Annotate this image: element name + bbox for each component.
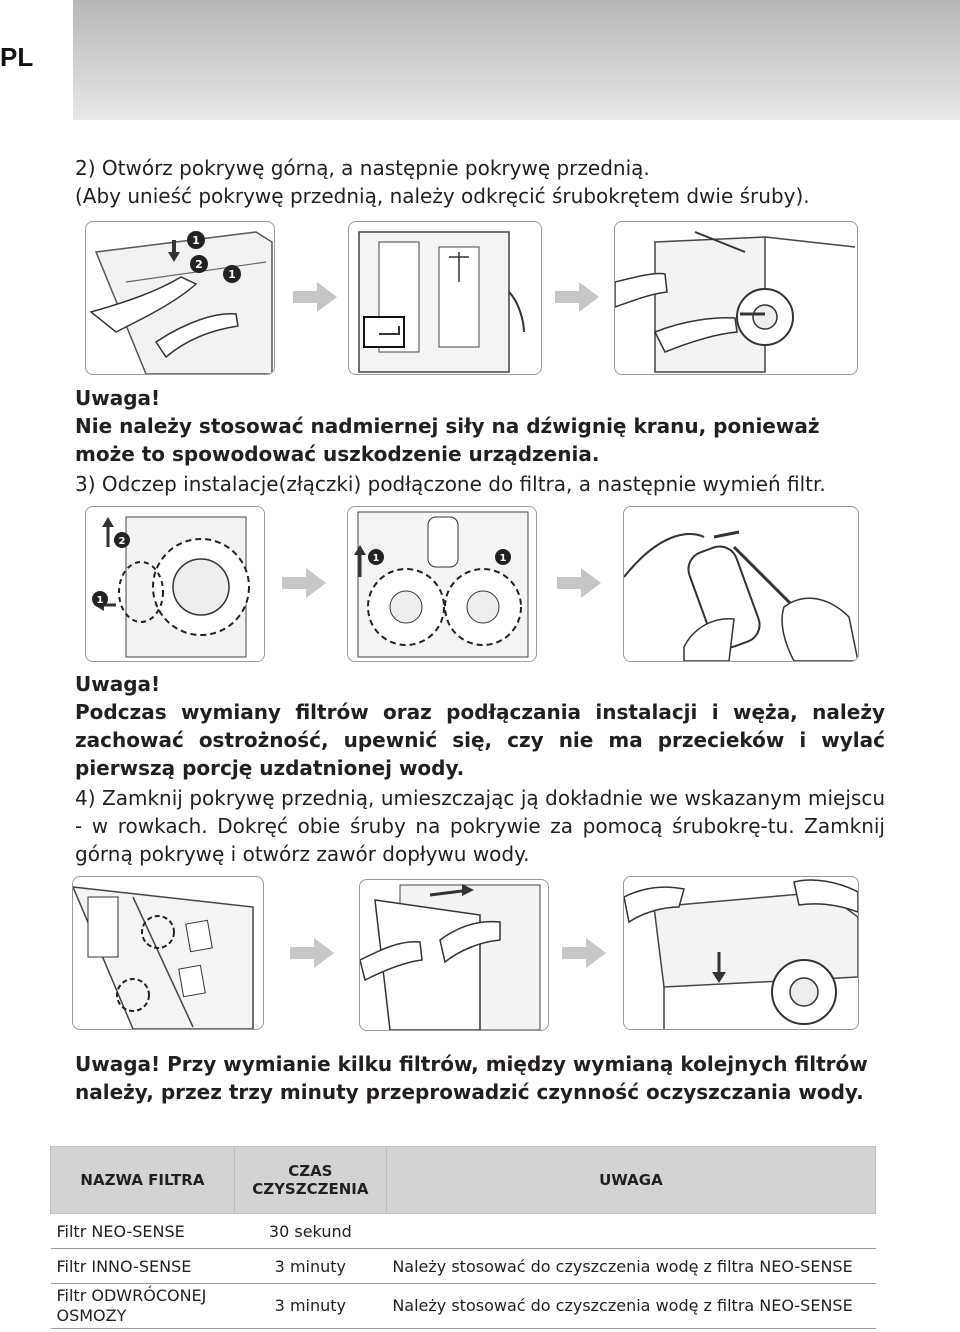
callout-2: 2 [118, 536, 126, 547]
warning2-title: Uwaga! [75, 672, 161, 696]
cell-filter-name: Filtr INNO-SENSE [51, 1249, 235, 1284]
illustration-front-cover-screws [348, 221, 542, 375]
illustration-open-top-cover [85, 221, 275, 375]
illustration-replace-filter [623, 506, 859, 662]
step4-text: 4) Zamknij pokrywę przednią, umieszczając ją dokładnie we wskazanym miejscu - w rowkach. Dokręć obie śruby na pokrywie za pomocą śrubokrę-tu. Zamknij górną pokrywę i otwórz zawór dopływu wody. [75, 786, 885, 866]
column-header-note: UWAGA [386, 1147, 875, 1214]
callout-1b: 1 [228, 268, 236, 281]
table-row [51, 1249, 876, 1284]
right-arrow-icon [290, 938, 334, 968]
right-arrow-icon [557, 568, 601, 598]
warning1-title: Uwaga! [75, 386, 161, 410]
callout-1: 1 [192, 234, 200, 247]
table-row [51, 1214, 876, 1249]
illustration-detach-fitting [85, 506, 265, 662]
filter-cleaning-table [50, 1146, 876, 1329]
right-arrow-icon [562, 938, 606, 968]
illustration-insert-front-cover [359, 879, 549, 1031]
illustration-twin-filters [347, 506, 537, 662]
cell-filter-name: Filtr NEO-SENSE [51, 1214, 235, 1249]
illustration-front-cover-grooves [72, 876, 264, 1030]
warning1-text: Nie należy stosować nadmiernej siły na dźwignię kranu, ponieważ może to spowodować uszkodzenie urządzenia. [75, 414, 820, 466]
callout-1: 1 [372, 553, 380, 564]
illustration-close-top-cover [623, 876, 859, 1030]
callout-1: 1 [96, 595, 104, 606]
cell-note [386, 1214, 875, 1249]
right-arrow-icon [282, 568, 326, 598]
warning3-text: Uwaga! Przy wymianie kilku filtrów, między wymianą kolejnych filtrów należy, przez trzy minuty przeprowadzić czynność oczyszczania wody. [75, 1052, 868, 1104]
column-header-filter-name: NAZWA FILTRA [51, 1147, 235, 1214]
cell-cleaning-time: 3 minuty [234, 1284, 386, 1329]
right-arrow-icon [555, 282, 599, 312]
callout-1b: 1 [499, 553, 507, 564]
callout-2: 2 [195, 258, 203, 271]
step2-line2: (Aby unieść pokrywę przednią, należy odkręcić śrubokrętem dwie śruby). [75, 184, 810, 208]
cell-note: Należy stosować do czyszczenia wodę z filtra NEO-SENSE [386, 1249, 875, 1284]
cell-filter-name: Filtr ODWRÓCONEJ OSMOZY [51, 1284, 235, 1329]
cell-cleaning-time: 3 minuty [234, 1249, 386, 1284]
right-arrow-icon [293, 282, 337, 312]
illustration-lift-front-cover [614, 221, 858, 375]
cell-cleaning-time: 30 sekund [234, 1214, 386, 1249]
warning2-text: Podczas wymiany filtrów oraz podłączania instalacji i węża, należy zachować ostrożność, upewnić się, czy nie ma przecieków i wylać pierwszą porcję uzdatnionej wody. [75, 700, 885, 780]
step3-text: 3) Odczep instalacje(złączki) podłączone do filtra, a następnie wymień filtr. [75, 472, 826, 496]
column-header-cleaning-time: CZAS CZYSZCZENIA [234, 1147, 386, 1214]
table-row [51, 1284, 876, 1329]
cell-note: Należy stosować do czyszczenia wodę z filtra NEO-SENSE [386, 1284, 875, 1329]
header-band [73, 0, 960, 120]
language-tag: PL [0, 42, 34, 72]
step2-line1: 2) Otwórz pokrywę górną, a następnie pokrywę przednią. [75, 156, 650, 180]
